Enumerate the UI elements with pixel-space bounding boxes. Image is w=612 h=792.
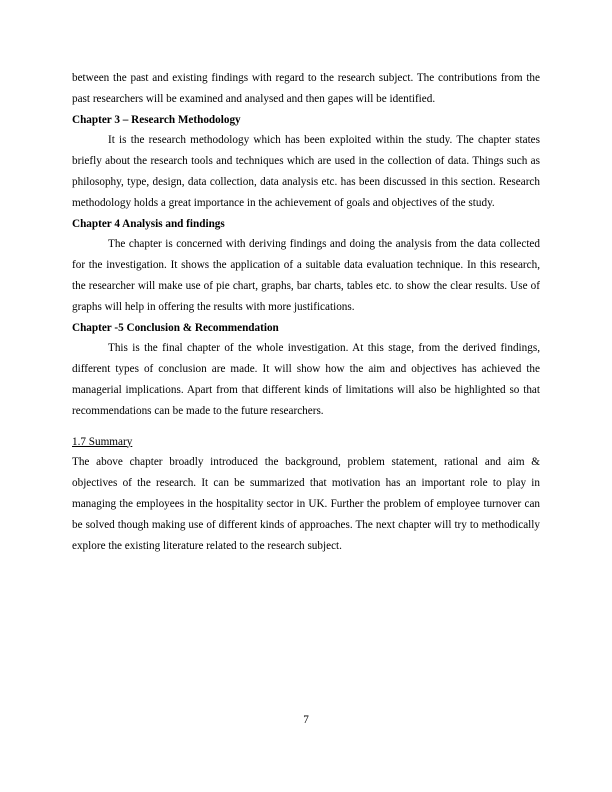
chapter-4-heading: Chapter 4 Analysis and findings xyxy=(72,217,225,230)
chapter-3-paragraph: It is the research methodology which has been exploited within the study. The chapter states briefly about the research tools and techniques which are used in the collection of data. Things such as philosophy, type, design, data collection, data analysis etc. has been discussed in this section. Research methodology holds a great importance in the achievement of goals and objectives of the study. xyxy=(72,134,540,209)
summary-heading: 1.7 Summary xyxy=(72,435,133,448)
chapter-3-heading: Chapter 3 – Research Methodology xyxy=(72,113,241,126)
page-number: 7 xyxy=(303,714,309,726)
document-page xyxy=(72,68,540,556)
chapter-5-heading: Chapter -5 Conclusion & Recommendation xyxy=(72,321,279,334)
chapter-4-paragraph: The chapter is concerned with deriving findings and doing the analysis from the data collected for the investigation. It shows the application of a suitable data evaluation technique. In this research, the researcher will make use of pie chart, graphs, bar charts, tables etc. to show the clear results. Use of graphs will help in offering the results with more justifications. xyxy=(72,238,540,313)
intro-paragraph: between the past and existing findings with regard to the research subject. The contributions from the past researchers will be examined and analysed and then gapes will be identified. xyxy=(72,72,540,105)
chapter-5-paragraph: This is the final chapter of the whole investigation. At this stage, from the derived findings, different types of conclusion are made. It will show how the aim and objectives has achieved the managerial implications. Apart from that different kinds of limitations will also be highlighted so that recommendations can be made to the future researchers. xyxy=(72,342,540,417)
summary-paragraph: The above chapter broadly introduced the background, problem statement, rational and aim & objectives of the research. It can be summarized that motivation has an important role to play in managing the employees in the hospitality sector in UK. Further the problem of employee turnover can be solved though making use of different kinds of approaches. The next chapter will try to methodically explore the existing literature related to the research subject. xyxy=(72,456,540,552)
